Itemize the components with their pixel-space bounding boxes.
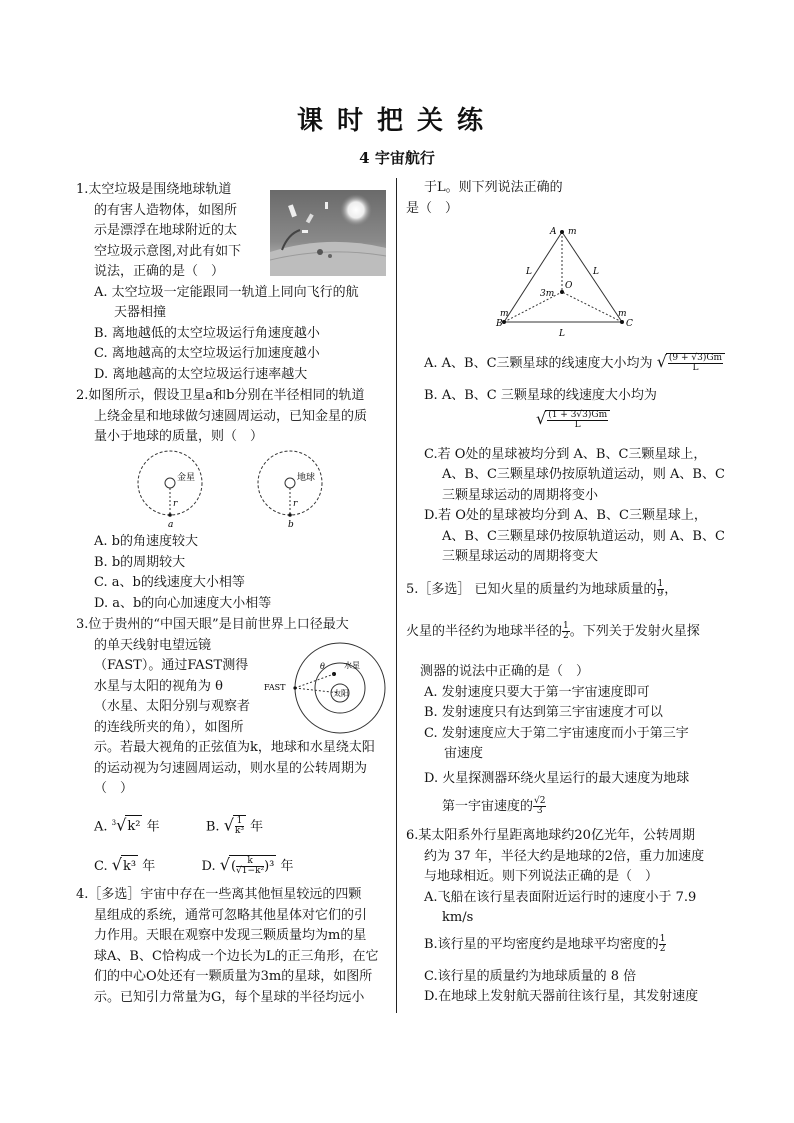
q6-line: 6.某太阳系外行星距离地球约20亿光年，公转周期 bbox=[406, 828, 695, 843]
satellite-b-label: b bbox=[288, 520, 294, 530]
q3-line: 3.位于贵州的“中国天眼”是目前世界上口径最大 bbox=[76, 617, 349, 632]
q3-a-radicand: k² bbox=[125, 815, 142, 838]
q4-option-c: C.若 O处的星球被均分到 A、B、C三颗星球上， bbox=[424, 446, 707, 462]
q1-line: 1.太空垃圾是围绕地球轨道 bbox=[76, 182, 232, 197]
q2-line: 上绕金星和地球做匀速圆周运动，已知金星的质 bbox=[94, 408, 368, 424]
q4-options: A. A、B、C三颗星球的线速度大小均为 √ $\frac{(9 + √3)Gm}{L}$ B. A、B、C 三颗星球的线速度大小均为 √ $\frac{(1 + 3√3)Gm}{L}$ C.若 O处的星球被均分到 A、B、C三颗星球上， A、B、C三颗星球仍按原轨道运动，则 A、B、C 三颗星球运动的周期将变小 D.若 O处的星球被均分到 A、B、C三颗星球上， A、B、C三颗星球仍按原轨道运动，则 A、B、C 三颗星球运动的周期将变大 bbox=[424, 352, 730, 568]
denominator: L bbox=[692, 363, 699, 373]
center-mass-label: 3m bbox=[540, 289, 555, 299]
denominator: 3 bbox=[536, 806, 543, 816]
side-l-label: L bbox=[593, 267, 599, 277]
sun-label: 太阳 bbox=[333, 689, 349, 698]
q1-option-d: D. 离地越高的太空垃圾运行速率越大 bbox=[94, 366, 308, 382]
q1-line: 示是漂浮在地球附近的太 bbox=[94, 223, 238, 238]
q6-option-c: C.该行星的质量约为地球质量的 8 倍 bbox=[424, 968, 637, 984]
earth-label: 地球 bbox=[297, 473, 316, 483]
q3-option-b: B. bbox=[205, 819, 220, 835]
triangle-figure bbox=[490, 222, 640, 340]
question-2-options bbox=[76, 532, 388, 614]
unit: 年 bbox=[142, 859, 156, 874]
mass-label: m bbox=[618, 309, 627, 319]
q3-option-c: C. bbox=[94, 859, 108, 874]
q3-line: （水星、太阳分别与观察者 bbox=[94, 699, 251, 714]
q6-option-d: D.在地球上发射航天器前往该行星，其发射速度 bbox=[424, 989, 699, 1004]
q5-option-d: D. 火星探测器环绕火星运行的最大速度为地球 bbox=[424, 770, 690, 786]
vertex-c-label: C bbox=[626, 319, 633, 329]
q1-line: 空垃圾示意图,对此有如下 bbox=[94, 243, 242, 259]
q4-line: 于L。则下列说法正确的 bbox=[424, 180, 563, 195]
mercury-label: 水星 bbox=[344, 661, 360, 670]
side-l-label: L bbox=[526, 267, 532, 277]
question-4 bbox=[76, 885, 388, 1008]
section-title: 4 宇宙航行 bbox=[359, 149, 435, 167]
q5-line: 。下列关于发射火星探 bbox=[569, 624, 700, 639]
q5-line: 测器的说法中正确的是（ ） bbox=[420, 664, 590, 679]
q3-line: （FAST）。通过FAST测得 bbox=[94, 658, 249, 673]
q6-option-a: A.飞船在该行星表面附近运行时的速度小于 7.9 bbox=[424, 889, 697, 905]
q3-line: 的单天线射电望远镜 bbox=[94, 637, 212, 653]
center-o-label: O bbox=[565, 281, 573, 291]
satellite-a-label: a bbox=[168, 520, 174, 530]
unit: 年 bbox=[280, 859, 294, 874]
theta-label: θ bbox=[320, 662, 325, 671]
question-5: 5.［多选］ 已知火星的质量约为地球质量的 $\frac{1}{9}$ ， 火星的半径约为地球半径的 $\frac{1}{2}$ 。下列关于发射火星探 测器的说法中正确的是（ ） A. 发射速度只要大于第一宇宙速度即可 B. 发射速度只有达到第三宇宙速度才可以 C. 发射速度应大于第二宇宙速度而小于第三宇 宙速度 D. 火星探测器环绕火星运行的最大速度为地球 第一宇宙速度的 $\frac{√2}{3}$ bbox=[406, 580, 726, 825]
q4-line: 球A、B、C恰构成一个边长为L的正三角形，在它 bbox=[94, 948, 379, 964]
q3-line: （ ） bbox=[94, 781, 134, 796]
q6-option-b: B.该行星的平均密度约是地球平均密度的 bbox=[424, 936, 659, 952]
q4-line: 星组成的系统，通常可忽略其他星体对它们的引 bbox=[94, 907, 368, 923]
unit: 年 bbox=[146, 819, 160, 835]
numerator: √2 bbox=[534, 796, 546, 806]
q5-option-c: C. 发射速度应大于第二宇宙速度而小于第三宇 bbox=[424, 725, 689, 741]
q3-option-a: A. bbox=[94, 819, 108, 835]
numerator: 1 bbox=[659, 933, 666, 944]
q3-line: 水星与太阳的视角为 θ bbox=[94, 678, 223, 694]
q4-option-c-cont: 三颗星球运动的周期将变小 bbox=[442, 487, 599, 503]
column-divider bbox=[396, 178, 397, 1013]
q3-options: A. $^3$√k² 年 B. √ $\frac{1}{\text{k³}}$ 年 C. √k³ 年 D. √( $\frac{k}{\text{√1−k²}}$ )³ 年 bbox=[94, 815, 294, 876]
page-title: 课时把关练 bbox=[296, 106, 497, 136]
radius-label: r bbox=[293, 499, 298, 509]
vertex-b-label: B bbox=[496, 319, 503, 329]
q1-line: 说法，正确的是（ ） bbox=[94, 264, 225, 279]
fast-label: FAST bbox=[264, 683, 286, 692]
numerator: 1 bbox=[563, 621, 569, 631]
q5-option-c-cont: 宙速度 bbox=[444, 746, 484, 761]
denominator: L bbox=[574, 419, 581, 430]
q5-option-d-cont: 第一宇宙速度的 bbox=[442, 799, 534, 814]
side-l-label: L bbox=[559, 329, 565, 339]
q6-line: 与地球相近。则下列说法正确的是（ ） bbox=[424, 869, 659, 884]
q3-line: 的运动视为匀速圆周运动，则水星的公转周期为 bbox=[94, 760, 368, 776]
q2-option-b: B. b的周期较大 bbox=[94, 554, 186, 570]
vertex-a-label: A bbox=[550, 227, 557, 237]
q4-b-numerator: (1 + 3√3)Gm bbox=[548, 409, 608, 420]
q4-option-a: A. A、B、C三颗星球的线速度大小均为 bbox=[424, 356, 653, 371]
q1-option-a: A. 太空垃圾一定能跟同一轨道上同向飞行的航 bbox=[94, 284, 359, 300]
numerator: 1 bbox=[657, 579, 664, 589]
question-6 bbox=[406, 826, 726, 1008]
q4-option-b: B. A、B、C 三颗星球的线速度大小均为 bbox=[424, 388, 657, 403]
q2-line: 2.如图所示，假设卫星a和b分别在半径相同的轨道 bbox=[76, 388, 365, 403]
question-2 bbox=[76, 386, 388, 448]
denominator: 2 bbox=[563, 631, 569, 641]
q1-option-b: B. 离地越低的太空垃圾运行角速度越小 bbox=[94, 325, 320, 341]
q5-option-a: A. 发射速度只要大于第一宇宙速度即可 bbox=[424, 684, 650, 700]
question-4-cont bbox=[406, 178, 726, 219]
space-debris-image bbox=[270, 190, 386, 276]
mass-label: m bbox=[568, 227, 577, 237]
denominator: 9 bbox=[657, 589, 664, 599]
q4-line: 们的中心O处还有一颗质量为3m的星球，如图所 bbox=[94, 969, 373, 984]
unit: 年 bbox=[250, 819, 264, 835]
fast-figure bbox=[262, 640, 390, 736]
q3-c-radicand: k³ bbox=[121, 855, 138, 878]
q4-line: 力作用。天眼在观察中发现三颗质量均为m的星 bbox=[94, 928, 367, 943]
q5-line: 火星的半径约为地球半径的 bbox=[406, 624, 563, 639]
radius-label: r bbox=[173, 499, 178, 509]
q1-option-a-cont: 天器相撞 bbox=[114, 305, 167, 320]
q4-line: 示。已知引力常量为G，每个星球的半径均远小 bbox=[94, 989, 365, 1005]
q5-option-b: B. 发射速度只有达到第三宇宙速度才可以 bbox=[424, 705, 663, 720]
q2-option-d: D. a、b的向心加速度大小相等 bbox=[94, 595, 272, 611]
q4-option-d-cont: A、B、C三颗星球仍按原轨道运动，则 A、B、C bbox=[442, 528, 725, 544]
q3-line: 的连线所夹的角），如图所 bbox=[94, 719, 244, 735]
q4-line: 4.［多选］宇宙中存在一些离其他恒星较远的四颗 bbox=[76, 887, 362, 902]
denominator: 2 bbox=[659, 943, 666, 954]
q4-line: 是（ ） bbox=[406, 200, 459, 216]
venus-label: 金星 bbox=[177, 473, 196, 483]
q1-line: 的有害人造物体，如图所 bbox=[94, 202, 238, 218]
q4-option-d-cont: 三颗星球运动的周期将变大 bbox=[442, 549, 599, 564]
q3-line: 示。若最大视角的正弦值为k，地球和水星绕太阳 bbox=[94, 740, 375, 755]
q4-a-numerator: (9 + √3)Gm bbox=[668, 353, 723, 363]
q1-option-c: C. 离地越高的太空垃圾运行加速度越小 bbox=[94, 346, 320, 361]
q3-option-d: D. bbox=[201, 859, 216, 874]
q5-line: 5.［多选］ 已知火星的质量约为地球质量的 bbox=[406, 582, 657, 597]
q2-option-c: C. a、b的线速度大小相等 bbox=[94, 575, 245, 590]
q2-option-a: A. b的角速度较大 bbox=[94, 534, 198, 549]
orbit-figure bbox=[130, 446, 350, 530]
q4-option-c-cont: A、B、C三颗星球仍按原轨道运动，则 A、B、C bbox=[442, 467, 725, 482]
q2-line: 量小于地球的质量，则（ ） bbox=[94, 429, 264, 444]
q4-option-d: D.若 O处的星球被均分到 A、B、C三颗星球上， bbox=[424, 508, 707, 523]
q6-option-a-cont: km/s bbox=[442, 910, 474, 925]
q6-line: 约为 37 年，半径大约是地球的2倍，重力加速度 bbox=[424, 848, 705, 864]
mass-label: m bbox=[500, 309, 509, 319]
